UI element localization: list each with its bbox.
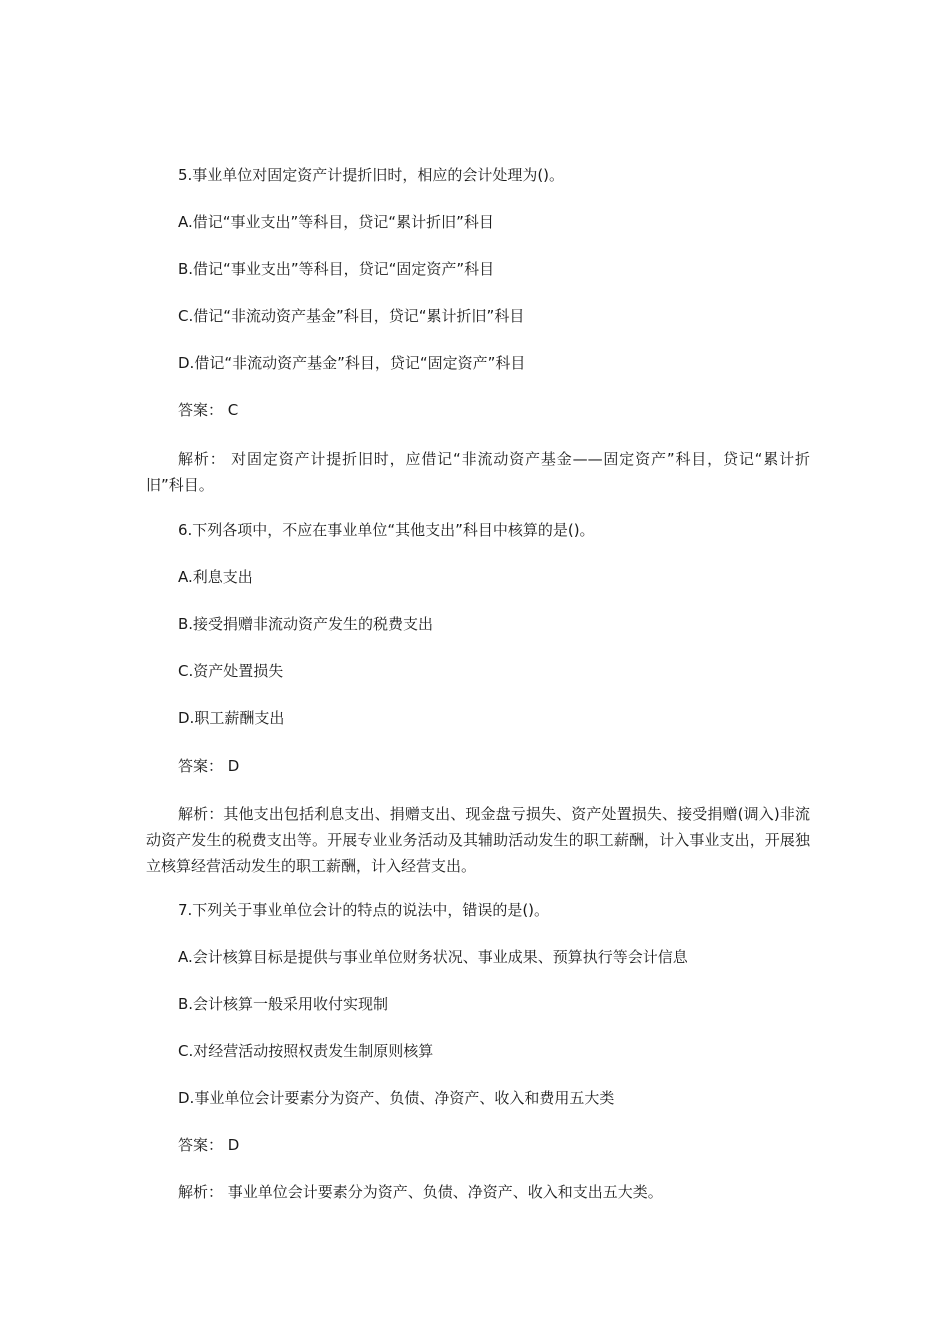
q5-question: 5.事业单位对固定资产计提折旧时，相应的会计处理为()。 <box>178 166 565 184</box>
q6-option-c: C.资产处置损失 <box>178 662 284 680</box>
q6-option-a: A.利息支出 <box>178 568 253 586</box>
q7-option-a: A.会计核算目标是提供与事业单位财务状况、事业成果、预算执行等会计信息 <box>178 948 688 966</box>
q5-option-b: B.借记“事业支出”等科目，贷记“固定资产”科目 <box>178 260 495 278</box>
q6-analysis: 解析：其他支出包括利息支出、捐赠支出、现金盘亏损失、资产处置损失、接受捐赠(调入)非流动资产发生的税费支出等。开展专业业务活动及其辅助活动发生的职工薪酬，计入事业支出，开展独立核算经营活动发生的职工薪酬，计入经营支出。 <box>146 805 810 875</box>
q7-question: 7.下列关于事业单位会计的特点的说法中，错误的是()。 <box>178 901 550 919</box>
q5-option-a: A.借记“事业支出”等科目，贷记“累计折旧”科目 <box>178 213 494 231</box>
q6-option-d: D.职工薪酬支出 <box>178 709 285 727</box>
q5-answer: 答案： C <box>178 401 239 419</box>
q7-answer: 答案： D <box>178 1136 240 1154</box>
q5-option-d: D.借记“非流动资产基金”科目，贷记“固定资产”科目 <box>178 354 526 372</box>
q7-option-b: B.会计核算一般采用收付实现制 <box>178 995 389 1013</box>
q5-option-c: C.借记“非流动资产基金”科目，贷记“累计折旧”科目 <box>178 307 525 325</box>
q5-analysis: 解析： 对固定资产计提折旧时，应借记“非流动资产基金——固定资产”科目，贷记“累计折旧”科目。 <box>146 450 810 494</box>
q6-answer: 答案： D <box>178 757 240 775</box>
q7-option-c: C.对经营活动按照权责发生制原则核算 <box>178 1042 434 1060</box>
q7-option-d: D.事业单位会计要素分为资产、负债、净资产、收入和费用五大类 <box>178 1089 615 1107</box>
q7-analysis: 解析： 事业单位会计要素分为资产、负债、净资产、收入和支出五大类。 <box>178 1183 663 1201</box>
q6-question: 6.下列各项中，不应在事业单位“其他支出”科目中核算的是()。 <box>178 521 595 539</box>
q6-option-b: B.接受捐赠非流动资产发生的税费支出 <box>178 615 434 633</box>
